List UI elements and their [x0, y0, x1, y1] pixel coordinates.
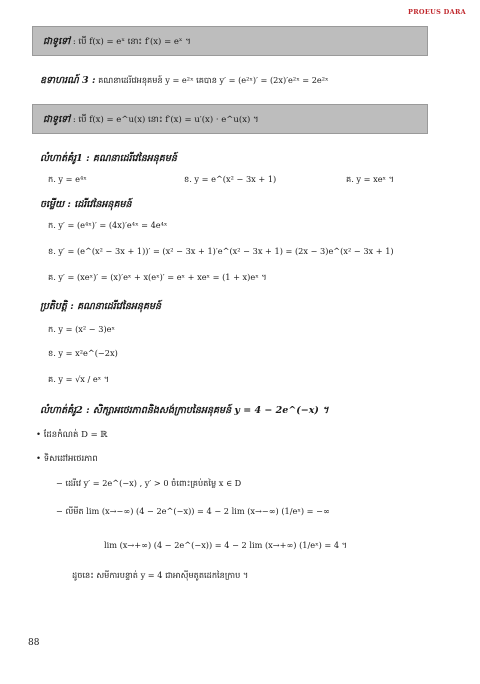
exercise-title: ប្រតិបត្តិ : គណនាដេរីវេនៃអនុគមន៍: [40, 301, 162, 312]
author-name: PROEUS DARA: [408, 8, 466, 16]
answer-title: ចម្លើយ : ដេរីវេនៃអនុគមន៍: [40, 199, 132, 210]
limit-minus-infinity: − លីមីត lim (x→−∞) (4 − 2e^(−x)) = 4 − 2 lim (x→−∞) (1/eˣ) = −∞: [56, 506, 330, 516]
answer-a: ក. y′ = (e⁴ˣ)′ = (4x)′e⁴ˣ = 4e⁴ˣ: [48, 220, 168, 230]
ex1-item-a: ក. y = e⁴ˣ: [48, 174, 87, 184]
answer-b: ខ. y′ = (e^(x² − 3x + 1))′ = (x² − 3x + 1)′e^(x² − 3x + 1) = (2x − 3)e^(x² − 3x + 1): [48, 246, 394, 256]
example-3-lead: ឧទាហរណ៍ 3 :: [40, 75, 96, 86]
answer-c: គ. y′ = (xeˣ)′ = (x)′eˣ + x(eˣ)′ = eˣ + xeˣ = (1 + x)eˣ ។: [48, 272, 267, 282]
example-3: [40, 74, 329, 88]
exercise-a: ក. y = (x² − 3)eˣ: [48, 324, 115, 334]
ex1-item-c: គ. y = xeˣ ។: [346, 174, 395, 184]
exercise-b: ខ. y = x²e^(−2x): [48, 348, 118, 358]
derivative-line: − ដេរីវេ y′ = 2e^(−x) , y′ > 0 ចំពោះគ្រប់តម្លៃ x ∈ D: [56, 478, 242, 488]
limit-plus-infinity: lim (x→+∞) (4 − 2e^(−x)) = 4 − 2 lim (x→+∞) (1/eˣ) = 4 ។: [104, 540, 348, 550]
general-rule-box: [32, 26, 428, 56]
variation-bullet: • ទិសដៅអថេរភាព: [36, 454, 98, 464]
general-rule-box-2: [32, 104, 428, 134]
general-rule-2-lead: ជាទូទៅ: [43, 114, 71, 125]
general-rule-lead: ជាទូទៅ: [43, 36, 71, 47]
exercise-c: គ. y = √x / eˣ ។: [48, 374, 110, 384]
general-rule-2-text: : បើ f(x) = e^u(x) នោះ f′(x) = u′(x) · e^u(x) ។: [72, 115, 259, 125]
example-3-text: គណនាដេរីវេអនុគមន៍ y = e²ˣ គេបាន y′ = (e²ˣ)′ = (2x)′e²ˣ = 2e²ˣ: [98, 75, 329, 85]
conclusion-line: ដូចនេះ សមីការបន្ទាត់ y = 4 ជាអាស៊ីមតូតដេកនៃក្រាប ។: [72, 570, 249, 580]
domain-bullet: • ដែនកំណត់ D = ℝ: [36, 430, 108, 440]
page-number: 88: [28, 638, 40, 648]
general-rule-text: : បើ f(x) = eˣ នោះ f′(x) = eˣ ។: [72, 37, 191, 47]
ex1-item-b: ខ. y = e^(x² − 3x + 1): [184, 174, 277, 184]
model-exercise-1-title: លំហាត់គំរូ1 : គណនាដេរីវេនៃអនុគមន៍: [40, 153, 177, 164]
model-exercise-2-title: លំហាត់គំរូ2 : សិក្សាអថេរភាពនិងសង់ក្រាបនៃអនុគមន៍ y = 4 − 2e^(−x) ។: [40, 405, 329, 416]
